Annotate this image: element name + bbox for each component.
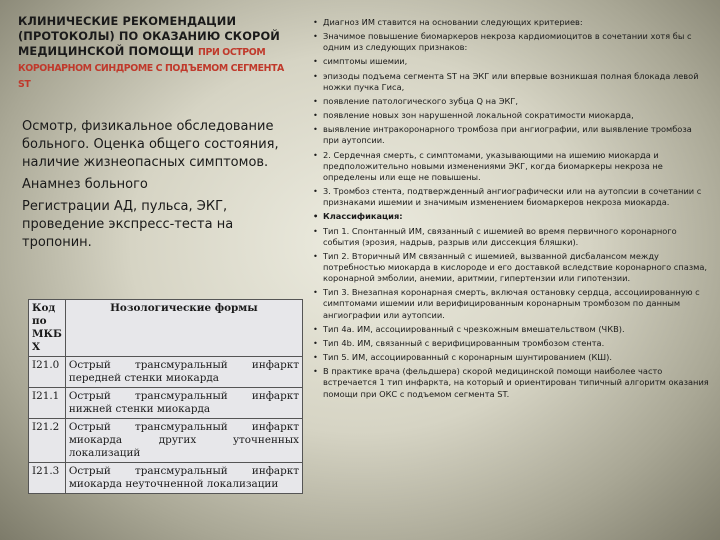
list-item: • 3. Тромбоз стента, подтвержденный ангиографически или на аутопсии в сочетании с признаками ишемии и значимым изменением биомаркеров некроза миокарда.: [312, 186, 710, 208]
icd-code: I21.1: [29, 388, 66, 419]
list-item: • Тип 4а. ИМ, ассоциированный с чрезкожным вмешательством (ЧКВ).: [312, 324, 710, 335]
criteria-list: [312, 17, 710, 400]
icd-code: I21.2: [29, 419, 66, 463]
list-item: • Диагноз ИМ ставится на основании следующих критериев:: [312, 17, 710, 28]
list-item: • Значимое повышение биомаркеров некроза кардиомиоцитов в сочетании хотя бы с одним из следующих признаков:: [312, 31, 710, 53]
list-item: • Тип 1. Спонтанный ИМ, связанный с ишемией во время первичного коронарного события (эрозия, надрыв, разрыв или диссекция бляшки).: [312, 226, 710, 248]
table-row: [29, 357, 303, 388]
left-text-block: [22, 118, 284, 256]
table-row: [29, 463, 303, 494]
icd-code: I21.0: [29, 357, 66, 388]
header-forms: Нозологические формы: [65, 300, 302, 357]
page-title: [18, 14, 288, 92]
list-item: • симптомы ишемии,: [312, 56, 710, 67]
list-item: • Классификация:: [312, 211, 710, 222]
list-item: • появление новых зон нарушенной локальной сократимости миокарда,: [312, 110, 710, 121]
title-subtitle: ПРИ ОСТРОМ КОРОНАРНОМ СИНДРОМЕ С ПОДЪЕМОМ СЕГМЕНТА ST: [18, 47, 284, 90]
icd-code: I21.3: [29, 463, 66, 494]
list-item: • появление патологического зубца Q на ЭКГ,: [312, 96, 710, 107]
list-item: • Тип 4b. ИМ, связанный с верифицированным тромбозом стента.: [312, 338, 710, 349]
list-item: • эпизоды подъема сегмента ST на ЭКГ или впервые возникшая полная блокада левой ножки пучка Гиса,: [312, 71, 710, 93]
left-paragraph: Осмотр, физикальное обследование больного. Оценка общего состояния, наличие жизнеопасных симптомов.: [22, 119, 279, 170]
nosological-form: Острый трансмуральный инфаркт миокарда других уточненных локализаций: [65, 419, 302, 463]
list-item: • Тип 5. ИМ, ассоциированный с коронарным шунтированием (КШ).: [312, 352, 710, 363]
nosological-form: Острый трансмуральный инфаркт передней стенки миокарда: [65, 357, 302, 388]
list-item: • выявление интракоронарного тромбоза при ангиографии, или выявление тромбоза при аутопсии.: [312, 124, 710, 146]
table-row: [29, 388, 303, 419]
nosological-form: Острый трансмуральный инфаркт миокарда неуточненной локализации: [65, 463, 302, 494]
list-item: • 2. Сердечная смерть, с симптомами, указывающими на ишемию миокарда и предположительно новыми изменениями ЭКГ, когда биомаркеры некроза не определены или еще не повышены.: [312, 150, 710, 183]
header-code: Код по МКБ Х: [29, 300, 66, 357]
list-item: • В практике врача (фельдшера) скорой медицинской помощи наиболее часто встречается 1 тип инфаркта, на который и ориентирован типичный алгоритм оказания помощи при ОКС с подъемом сегмента ST.: [312, 366, 710, 399]
left-paragraph: Регистрации АД, пульса, ЭКГ, проведение экспресс-теста на тропонин.: [22, 199, 234, 250]
icd-table: [28, 299, 303, 494]
list-item: • Тип 3. Внезапная коронарная смерть, включая остановку сердца, ассоциированную с симптомами ишемии или верифицированным коронарным тромбозом по данным ангиографии или аутопсии.: [312, 287, 710, 320]
list-item: • Тип 2. Вторичный ИМ связанный с ишемией, вызванной дисбалансом между потребностью миокарда в кислороде и его доставкой вследствие коронарного спазма, коронарной эмболии, анемии, аритмии, гипертензии или гипотензии.: [312, 251, 710, 284]
nosological-form: Острый трансмуральный инфаркт нижней стенки миокарда: [65, 388, 302, 419]
table-header-row: [29, 300, 303, 357]
left-paragraph: Анамнез больного: [22, 177, 148, 192]
table-row: [29, 419, 303, 463]
criteria-panel: [312, 17, 710, 403]
title-main: КЛИНИЧЕСКИЕ РЕКОМЕНДАЦИИ (ПРОТОКОЛЫ) ПО ОКАЗАНИЮ СКОРОЙ МЕДИЦИНСКОЙ ПОМОЩИ: [18, 14, 280, 58]
